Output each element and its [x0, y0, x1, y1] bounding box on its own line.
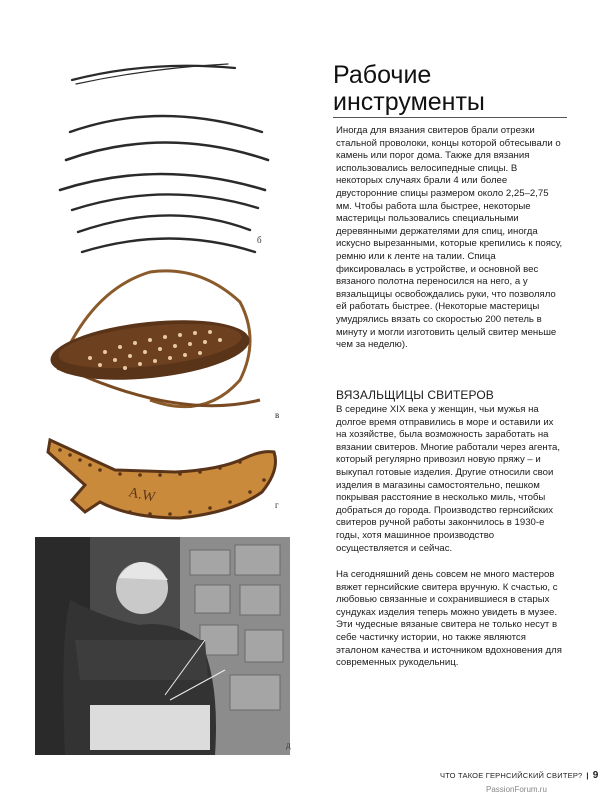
article-title-line-1: Рабочие — [333, 61, 432, 89]
knitter-photo — [35, 537, 290, 755]
figures-column — [30, 40, 295, 760]
footer-section-title: ЧТО ТАКОЕ ГЕРНСИЙСКИЙ СВИТЕР? — [440, 771, 583, 780]
section-paragraph-2: На сегодняшний день совсем не много мастеров вяжет гернсийские свитера вручную. К счастью, с любовью связанные и сохранившиеся в старых сундуках изделия теперь можно увидеть в музее. Эти чудесные вязаные свитера не только несут в себе частичку истории, но также являются эталоном качества и источником вдохновения для современных рукодельниц. — [336, 569, 562, 669]
figure-label-v: в — [275, 410, 280, 420]
article-title — [333, 62, 563, 116]
title-divider — [333, 117, 567, 118]
watermark: PassionForum.ru — [486, 785, 547, 794]
figure-label-b: б — [257, 235, 262, 245]
section-paragraph-1: В середине XIX века у женщин, чьи мужья на долгое время отправились в море и оставили их на хозяйстве, была возможность заработать на вязании свитеров. Многие работали через агента, который регулярно привозил новую пряжу – и выкупал готовые изделия. Другие относили свои изделия в магазины самостоятельно, пешком покрывая расстояние в несколько миль, чтобы добраться до города. Производство гернсийских свитеров ручной работы закончилось в 1930-е годы, хотя машинное производство осуществляется и сейчас. — [336, 404, 560, 554]
page-footer — [440, 770, 598, 781]
holder-initials: A.W — [127, 485, 157, 506]
wooden-needle-holder-image — [48, 440, 276, 518]
footer-separator: | — [586, 771, 589, 780]
section-heading: ВЯЗАЛЬЩИЦЫ СВИТЕРОВ — [336, 388, 494, 402]
leather-needle-sheath-image — [48, 271, 260, 407]
page-number: 9 — [592, 770, 598, 781]
figure-label-d: д — [286, 740, 291, 750]
figure-label-g: г — [275, 500, 279, 510]
intro-paragraph: Иногда для вязания свитеров брали отрезки стальной проволоки, концы которой обтесывали о камень или порог дома. Также для вязания использовались велосипедные спицы. В некоторых случаях брали 4 или более двусторонние спицы размером около 2,25–2,75 мм. Чтобы работа шла быстрее, некоторые мастерицы пользовались специальными деревянными держателями для спиц, иногда искусно вырезанными, которые крепились к поясу, ремню или к ленте на талии. Спица фиксировалась в устройстве, и основной вес вязаного полотна переносился на него, а у вязальщицы освобождались руки, что позволяло ей работать быстрее. (Некоторые мастерицы умудрялись вязать со скоростью 200 петель в минуту и могли изготовить целый свитер меньше чем за неделю). — [336, 125, 563, 351]
wire-needles-image — [60, 64, 268, 252]
article-title-line-2: инструменты — [333, 88, 485, 116]
